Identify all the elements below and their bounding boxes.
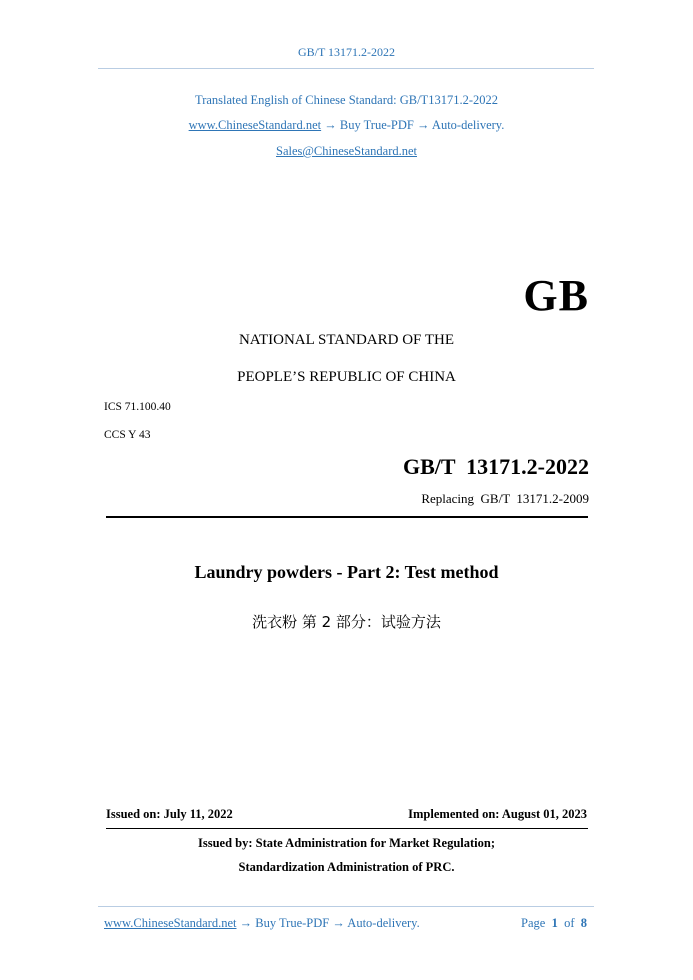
header-divider	[98, 68, 594, 69]
translated-notice: Translated English of Chinese Standard: GB/T13171.2-2022	[195, 93, 498, 107]
document-title-english: Laundry powders - Part 2: Test method	[194, 562, 499, 582]
implemented-date: Implemented on: August 01, 2023	[408, 807, 587, 821]
sales-email-link[interactable]: Sales@ChineseStandard.net	[276, 144, 417, 158]
ics-code: ICS 71.100.40	[104, 401, 171, 413]
ccs-code: CCS Y 43	[104, 429, 151, 441]
standard-number: GB/T 13171.2-2022	[402, 454, 589, 479]
page-indicator	[521, 916, 587, 931]
of-label: of	[564, 916, 575, 930]
footer-divider	[98, 906, 594, 907]
footer-links	[104, 916, 420, 931]
current-page-number: 1	[551, 916, 558, 930]
replacing-standard: Replacing GB/T 13171.2-2009	[421, 491, 589, 506]
purchase-text: → Buy True-PDF → Auto-delivery.	[321, 118, 505, 132]
site-link[interactable]: www.ChineseStandard.net	[188, 118, 322, 132]
national-standard-line1: NATIONAL STANDARD OF THE	[238, 332, 455, 348]
total-pages: 8	[580, 916, 587, 930]
title-divider	[106, 516, 588, 518]
purchase-links-line	[0, 118, 693, 133]
gb-logo: GB	[523, 271, 589, 320]
footer-site-link[interactable]: www.ChineseStandard.net	[104, 916, 237, 930]
footer-purchase-text: → Buy True-PDF → Auto-delivery.	[236, 916, 420, 930]
issuer-line2: Standardization Administration of PRC.	[238, 860, 455, 874]
national-standard-line2: PEOPLE’S REPUBLIC OF CHINA	[237, 369, 456, 385]
header-standard-code: GB/T 13171.2-2022	[297, 45, 396, 59]
issuer-line1: Issued by: State Administration for Market Regulation;	[198, 836, 495, 850]
page-label: Page	[521, 916, 546, 930]
issued-date: Issued on: July 11, 2022	[106, 807, 233, 821]
document-title-chinese: 洗衣粉 第 2 部分：试验方法	[252, 613, 441, 631]
email-line	[0, 144, 693, 159]
dates-divider	[106, 828, 588, 829]
